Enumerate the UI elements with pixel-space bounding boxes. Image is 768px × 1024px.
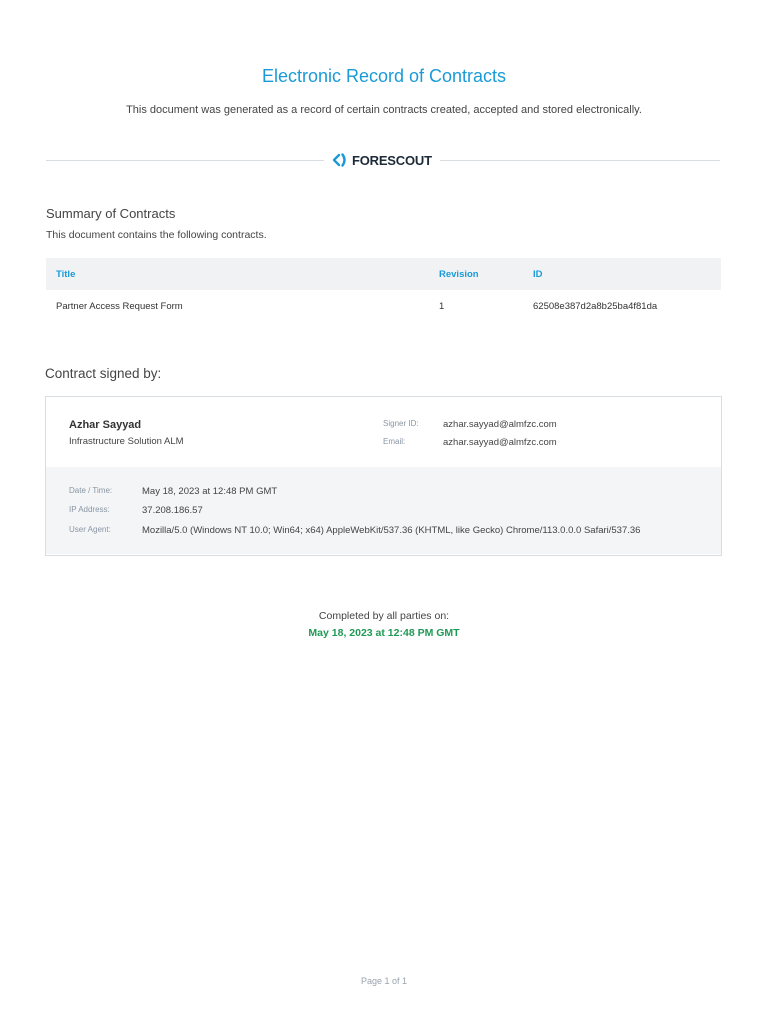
forescout-logo-icon	[332, 153, 348, 167]
column-header-revision: Revision	[429, 258, 523, 290]
datetime-label: Date / Time:	[69, 486, 113, 495]
completion-label: Completed by all parties on:	[318, 610, 450, 622]
signer-email-label: Email:	[383, 437, 406, 446]
summary-heading: Summary of Contracts	[46, 206, 176, 221]
page-number: Page 1 of 1	[360, 976, 408, 986]
completion-date: May 18, 2023 at 12:48 PM GMT	[308, 627, 460, 639]
signer-organization: Infrastructure Solution ALM	[69, 436, 184, 447]
signers-heading: Contract signed by:	[45, 366, 162, 381]
signer-name: Azhar Sayyad	[69, 419, 142, 431]
logo-divider	[46, 150, 720, 170]
contract-revision: 1	[439, 300, 445, 312]
summary-description: This document contains the following contracts.	[46, 229, 267, 241]
forescout-logo	[332, 150, 436, 170]
ip-address-value: 37.208.186.57	[142, 505, 203, 516]
page-title: Electronic Record of Contracts	[261, 66, 507, 86]
logo-wordmark: FORESCOUT	[352, 152, 432, 168]
signer-identity	[46, 397, 721, 467]
user-agent-value: Mozilla/5.0 (Windows NT 10.0; Win64; x64) AppleWebKit/537.36 (KHTML, like Gecko) Chrome/113.0.0.0 Safari/537.36	[142, 525, 641, 536]
signer-id-value: azhar.sayyad@almfzc.com	[443, 419, 557, 430]
contract-id: 62508e387d2a8b25ba4f81da	[533, 300, 658, 312]
contract-title: Partner Access Request Form	[56, 300, 183, 312]
datetime-value: May 18, 2023 at 12:48 PM GMT	[142, 486, 278, 497]
column-header-id: ID	[523, 258, 721, 290]
column-header-title: Title	[46, 258, 429, 290]
contracts-table	[46, 258, 721, 322]
table-row	[46, 290, 721, 322]
signer-id-label: Signer ID:	[383, 419, 419, 428]
page-subtitle: This document was generated as a record of certain contracts created, accepted and stored electronically.	[126, 104, 642, 116]
divider-line-left	[46, 160, 324, 161]
contracts-table-header	[46, 258, 721, 290]
user-agent-label: User Agent:	[69, 525, 111, 534]
divider-line-right	[440, 160, 720, 161]
signer-metadata	[46, 467, 721, 554]
ip-address-label: IP Address:	[69, 505, 110, 514]
signer-email-value: azhar.sayyad@almfzc.com	[443, 437, 557, 448]
signer-card	[45, 396, 722, 556]
